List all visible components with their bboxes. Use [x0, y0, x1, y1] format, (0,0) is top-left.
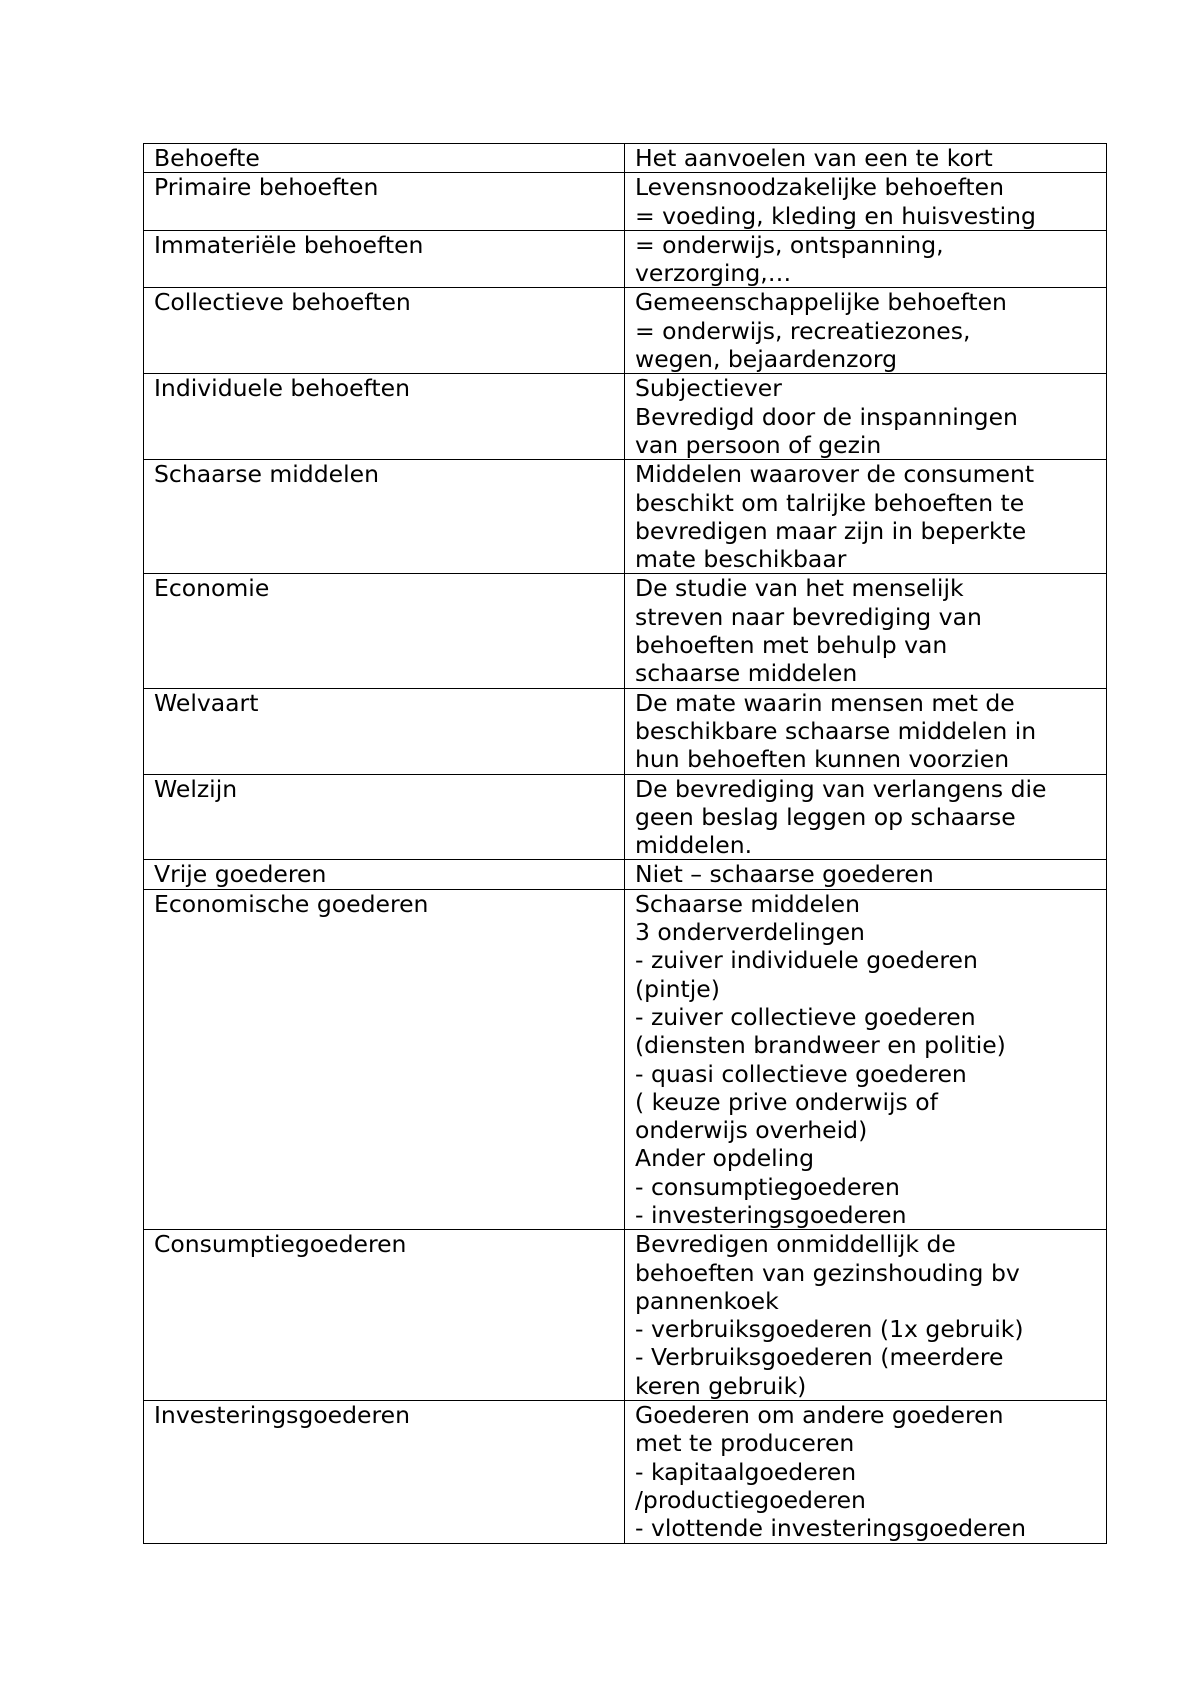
term-cell: Immateriële behoeften	[144, 230, 625, 288]
term-cell: Schaarse middelen	[144, 460, 625, 574]
table-row	[144, 1230, 1107, 1401]
definition-cell: Schaarse middelen 3 onderverdelingen - zuiver individuele goederen (pintje) - zuiver collectieve goederen (diensten brandweer en politie) - quasi collectieve goederen ( keuze prive onderwijs of onderwijs overheid) Ander opdeling - consumptiegoederen - investeringsgoederen	[625, 889, 1107, 1230]
definition-cell: Gemeenschappelijke behoeften = onderwijs, recreatiezones, wegen, bejaardenzorg	[625, 288, 1107, 374]
term-cell: Investeringsgoederen	[144, 1401, 625, 1543]
term-cell: Welzijn	[144, 774, 625, 860]
definition-cell: Niet – schaarse goederen	[625, 860, 1107, 889]
definition-cell: = onderwijs, ontspanning, verzorging,…	[625, 230, 1107, 288]
term-cell: Consumptiegoederen	[144, 1230, 625, 1401]
table-row	[144, 889, 1107, 1230]
definition-cell: De bevrediging van verlangens die geen beslag leggen op schaarse middelen.	[625, 774, 1107, 860]
table-row	[144, 574, 1107, 688]
table-row	[144, 460, 1107, 574]
term-cell: Primaire behoeften	[144, 173, 625, 231]
term-cell: Welvaart	[144, 688, 625, 774]
term-cell: Economie	[144, 574, 625, 688]
definition-cell: Bevredigen onmiddellijk de behoeften van gezinshouding bv pannenkoek - verbruiksgoederen (1x gebruik) - Verbruiksgoederen (meerdere keren gebruik)	[625, 1230, 1107, 1401]
table-row	[144, 230, 1107, 288]
table-row	[144, 1401, 1107, 1543]
table-row	[144, 774, 1107, 860]
term-cell: Individuele behoeften	[144, 374, 625, 460]
definition-cell: Middelen waarover de consument beschikt om talrijke behoeften te bevredigen maar zijn in beperkte mate beschikbaar	[625, 460, 1107, 574]
table-row	[144, 860, 1107, 889]
table-row	[144, 374, 1107, 460]
term-cell: Behoefte	[144, 144, 625, 173]
definition-cell: Subjectiever Bevredigd door de inspanningen van persoon of gezin	[625, 374, 1107, 460]
table-row	[144, 688, 1107, 774]
table-row	[144, 173, 1107, 231]
definition-cell: Het aanvoelen van een te kort	[625, 144, 1107, 173]
definition-cell: Goederen om andere goederen met te produceren - kapitaalgoederen /productiegoederen - vlottende investeringsgoederen	[625, 1401, 1107, 1543]
table-row	[144, 288, 1107, 374]
definitions-table	[143, 143, 1107, 1544]
definition-cell: Levensnoodzakelijke behoeften = voeding, kleding en huisvesting	[625, 173, 1107, 231]
table-row	[144, 144, 1107, 173]
definition-cell: De mate waarin mensen met de beschikbare schaarse middelen in hun behoeften kunnen voorzien	[625, 688, 1107, 774]
definition-cell: De studie van het menselijk streven naar bevrediging van behoeften met behulp van schaarse middelen	[625, 574, 1107, 688]
term-cell: Vrije goederen	[144, 860, 625, 889]
term-cell: Economische goederen	[144, 889, 625, 1230]
term-cell: Collectieve behoeften	[144, 288, 625, 374]
